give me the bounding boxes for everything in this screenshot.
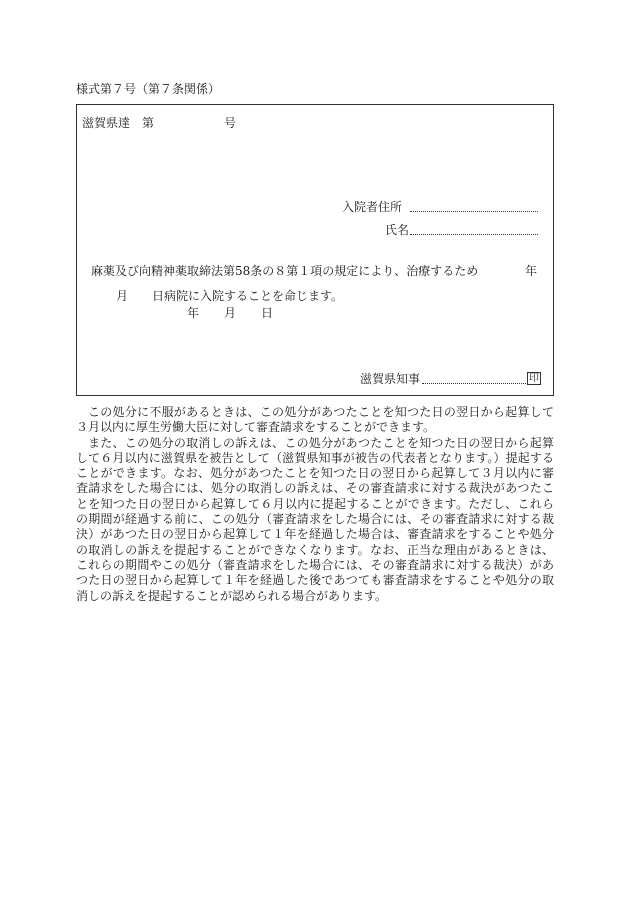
document-number-suffix: 号 [224,116,237,130]
seal-icon: 印 [529,373,539,384]
issue-date-month: 月 [224,306,237,320]
document-number-prefix: 滋賀県達 第 [82,116,155,130]
order-text: 麻薬及び向精神薬取締法第58条の８第１項の規定により、治療するため [91,264,479,278]
patient-address-field [410,211,538,212]
appeal-notice-paragraph-2: また、この処分の取消しの訴えは、この処分があつたことを知つた日の翌日から起算して６月以内に滋賀県を被告として（滋賀県知事が被告の代表者となります。）提起することができます。なお、処分があつたことを知つた日の翌日から起算して３月以内に審査請求をした場合には、処分の取消しの訴えは、その審査請求に対する裁決があつたことを知つた日の翌日から起算して６月以内に提起することができます。ただし、これらの期間が経過する前に、この処分（審査請求をした場合には、その審査請求に対する裁決）があつた日の翌日から起算して１年を経過した場合は、審査請求をすることや処分の取消しの訴えを提起することができなくなります。なお、正当な理由があるときは、これらの期間やこの処分（審査請求をした場合には、その審査請求に対する裁決）があつた日の翌日から起算して１年を経過した後であつても審査請求をすることや処分の取消しの訴えを提起することが認められる場合があります。 [76,435,554,603]
order-text-continued: 日病院に入院することを命じます。 [152,289,344,303]
appeal-notice [76,405,554,604]
patient-address-label: 入院者住所 [342,200,403,214]
form-box [76,104,554,396]
issue-date-day: 日 [261,306,274,320]
form-title: 様式第７号（第７条関係） [76,82,221,96]
order-year-label: 年 [525,264,538,278]
order-month-label: 月 [116,289,129,303]
issue-date-year: 年 [187,306,200,320]
appeal-notice-paragraph-1: この処分に不服があるときは、この処分があつたことを知つた日の翌日から起算して３月以内に厚生労働大臣に対して審査請求をすることができます。 [76,405,554,435]
governor-signature-field [422,383,526,384]
governor-label: 滋賀県知事 [360,372,421,386]
patient-name-label: 氏名 [385,223,410,237]
patient-name-field [410,234,538,235]
